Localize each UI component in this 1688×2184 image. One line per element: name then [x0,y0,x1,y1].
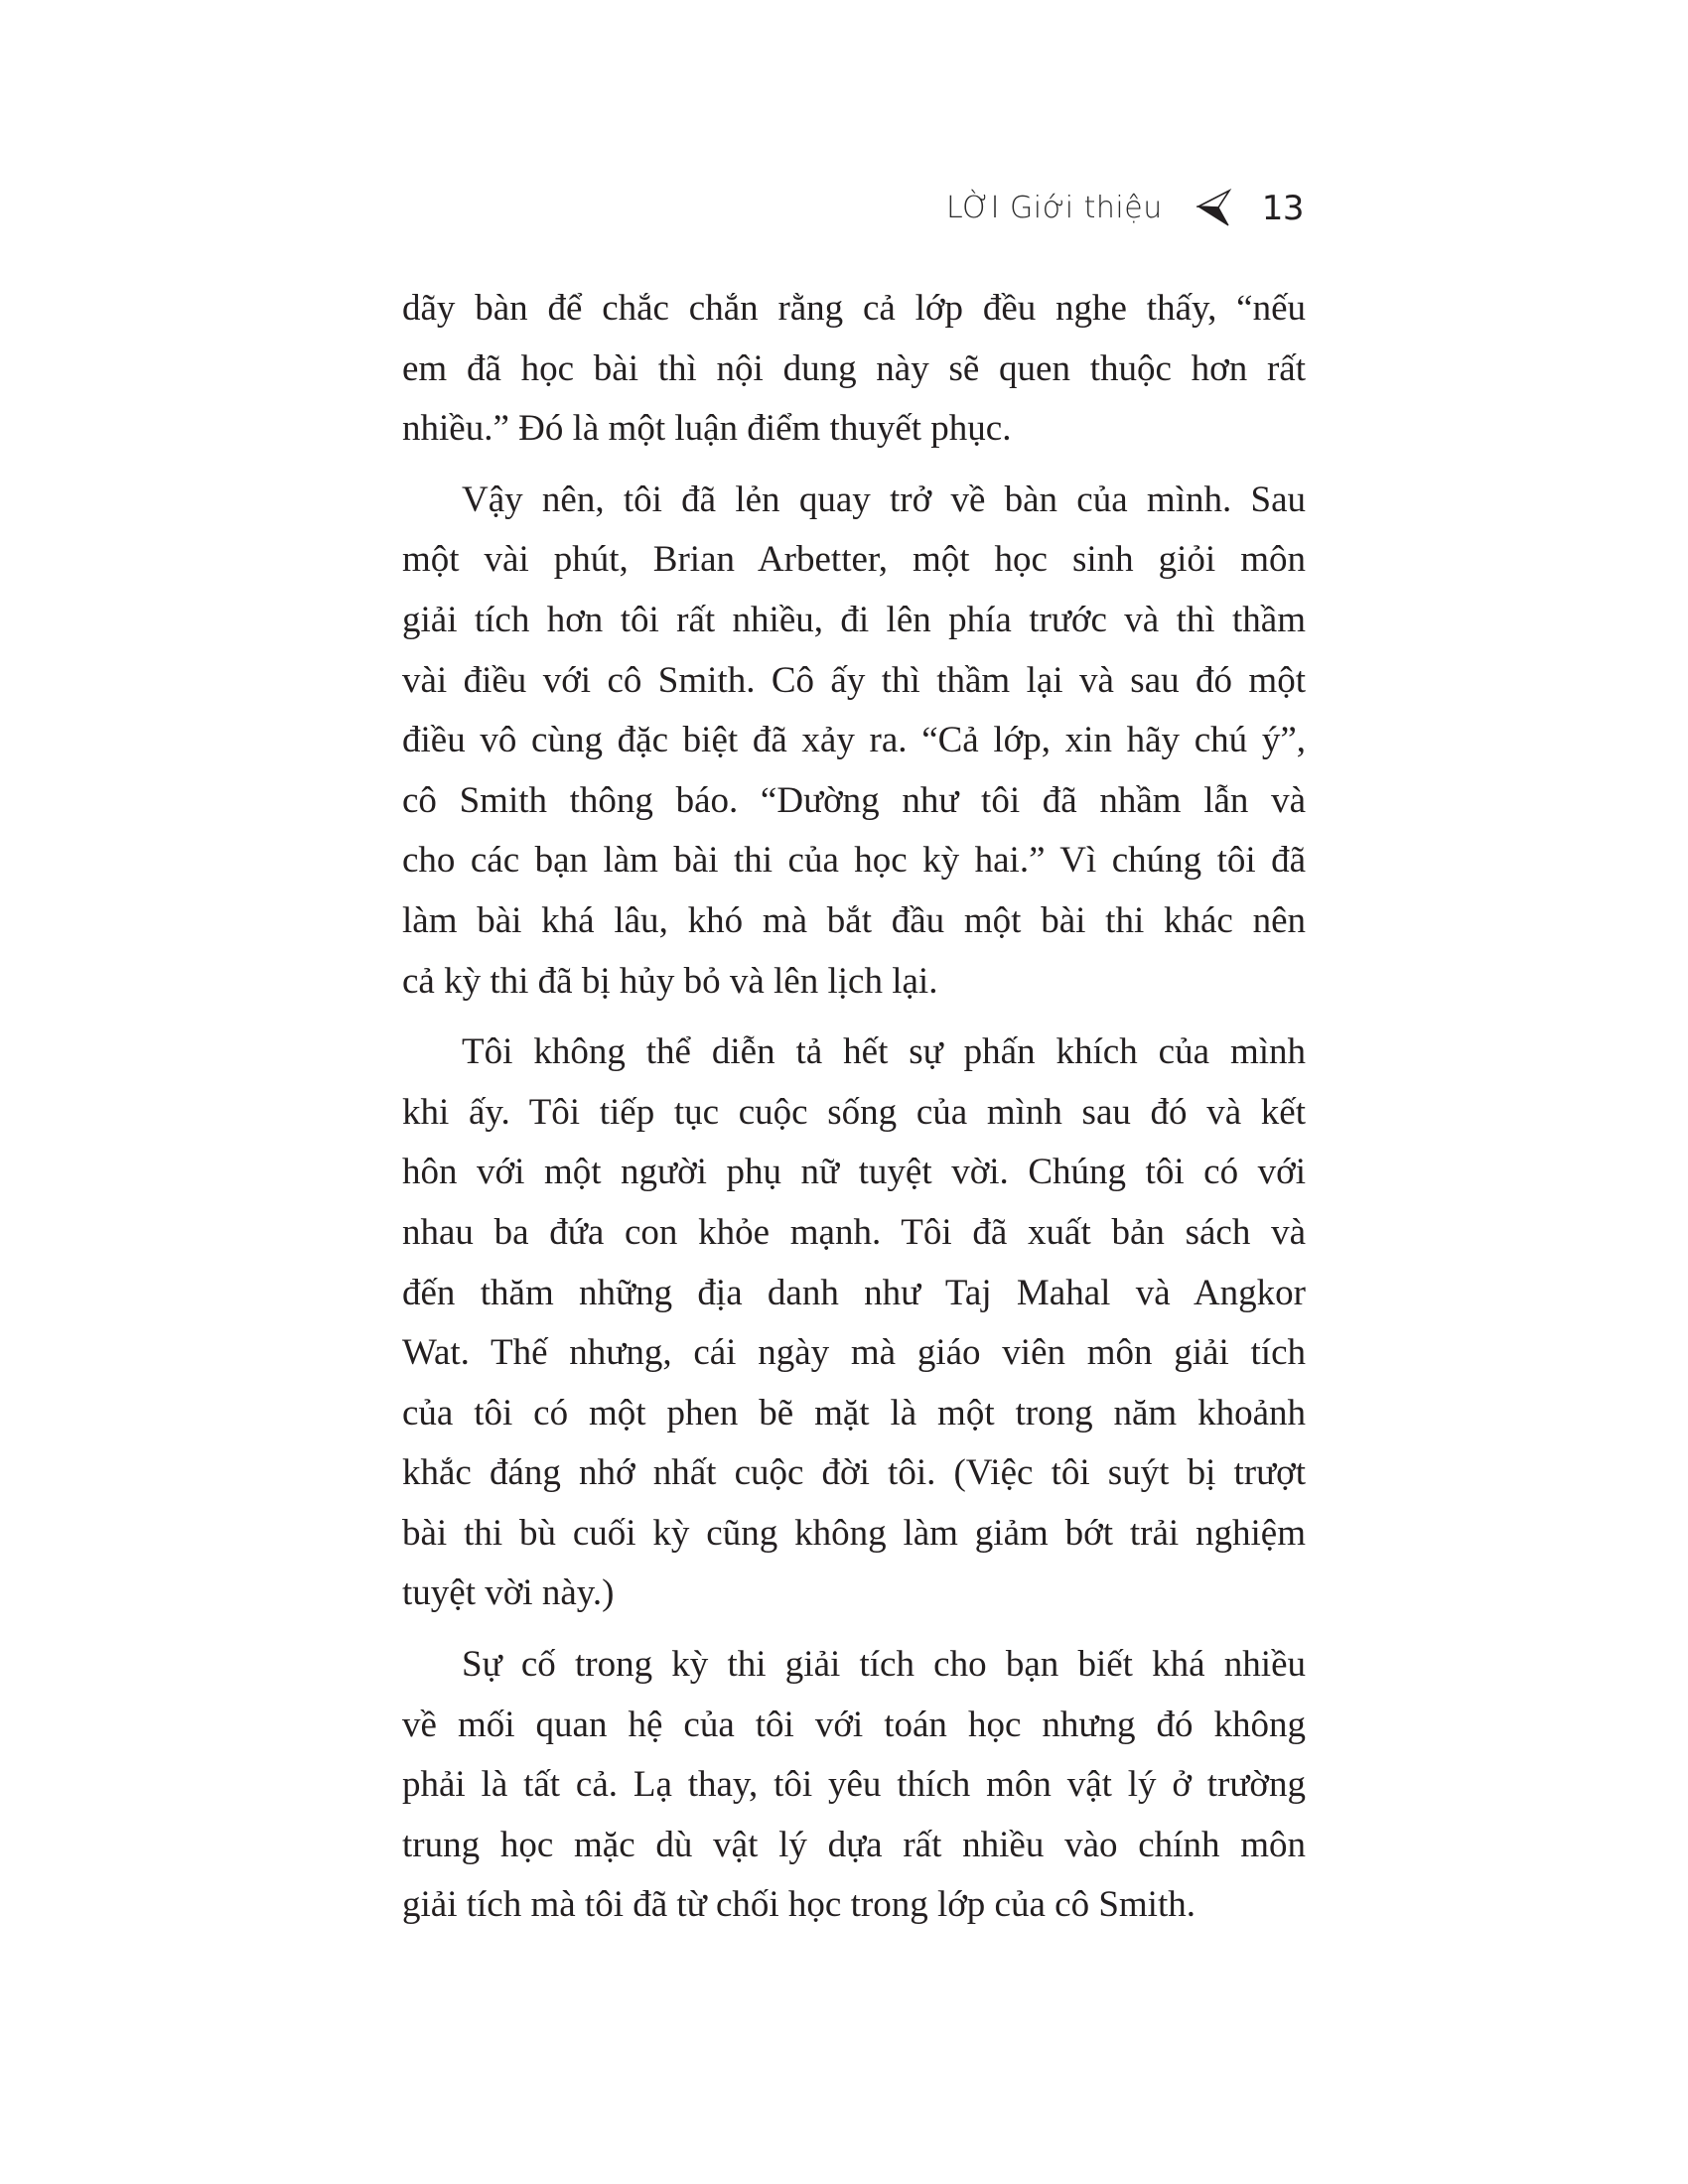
text-line: cô Smith thông báo. “Dường như tôi đã nhầm lẫn và [402,779,1306,821]
text-line: hôn với một người phụ nữ tuyệt vời. Chúng tôi có với [402,1152,1306,1193]
text-line: phải là tất cả. Lạ thay, tôi yêu thích môn vật lý ở trường [402,1764,1306,1806]
paragraph [402,471,1306,1012]
text-line: một vài phút, Brian Arbetter, một học sinh giỏi môn [402,539,1306,581]
text-line: Tôi không thể diễn tả hết sự phấn khích của mình [462,1031,1306,1073]
paragraph [402,1635,1306,1936]
text-line: vài điều với cô Smith. Cô ấy thì thầm lại và sau đó một [402,659,1306,701]
running-head [946,185,1304,232]
text-line: khắc đáng nhớ nhất cuộc đời tôi. (Việc tôi suýt bị trượt [402,1452,1306,1494]
paper-plane-arrow-icon [1196,189,1232,228]
text-line: cả kỳ thi đã bị hủy bỏ và lên lịch lại. [402,960,938,1002]
text-line: làm bài khá lâu, khó mà bắt đầu một bài thi khác nên [402,899,1306,941]
text-line: đến thăm những địa danh như Taj Mahal và Angkor [402,1272,1306,1313]
paragraph [402,279,1306,460]
text-line: trung học mặc dù vật lý dựa rất nhiều vào chính môn [402,1824,1306,1865]
text-line: nhiều.” Đó là một luận điểm thuyết phục. [402,408,1012,450]
text-line: nhau ba đứa con khỏe mạnh. Tôi đã xuất bản sách và [402,1211,1306,1253]
body-text [402,279,1306,1947]
text-line: em đã học bài thì nội dung này sẽ quen thuộc hơn rất [402,347,1306,389]
paragraph [402,1023,1306,1624]
text-line: Vậy nên, tôi đã lẻn quay trở về bàn của mình. Sau [462,478,1306,520]
page-number: 13 [1261,189,1304,228]
chapter-title: LỜI Giới thiệu [945,191,1163,225]
text-line: giải tích mà tôi đã từ chối học trong lớp của cô Smith. [402,1884,1196,1926]
text-line: của tôi có một phen bẽ mặt là một trong năm khoảnh [402,1392,1306,1433]
text-line: dãy bàn để chắc chắn rằng cả lớp đều nghe thấy, “nếu [402,288,1306,329]
text-line: về mối quan hệ của tôi với toán học nhưng đó không [402,1704,1306,1745]
text-line: Wat. Thế nhưng, cái ngày mà giáo viên môn giải tích [402,1332,1306,1374]
text-line: khi ấy. Tôi tiếp tục cuộc sống của mình sau đó và kết [402,1091,1306,1133]
text-line: điều vô cùng đặc biệt đã xảy ra. “Cả lớp, xin hãy chú ý”, [402,720,1306,761]
text-line: cho các bạn làm bài thi của học kỳ hai.” Vì chúng tôi đã [402,840,1306,882]
text-line: bài thi bù cuối kỳ cũng không làm giảm bớt trải nghiệm [402,1512,1306,1554]
text-line: tuyệt vời này.) [402,1572,615,1614]
text-line: Sự cố trong kỳ thi giải tích cho bạn biết khá nhiều [462,1644,1306,1686]
text-line: giải tích hơn tôi rất nhiều, đi lên phía trước và thì thầm [402,599,1306,640]
